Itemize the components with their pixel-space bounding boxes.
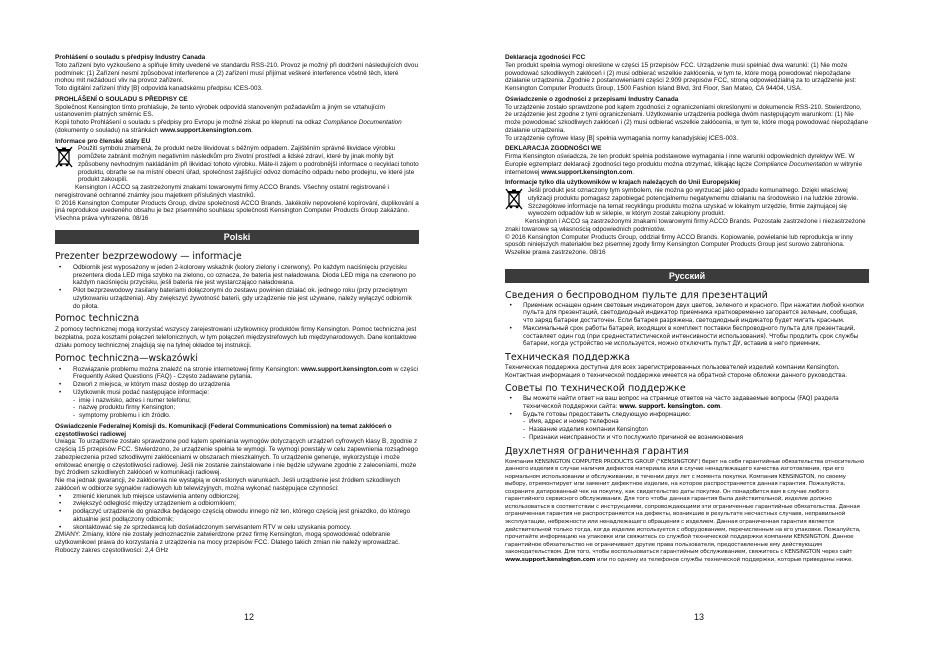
- left-page: [55, 54, 419, 555]
- compliance-link: Compliance Documentation: [753, 160, 833, 168]
- tech-body: Техническая поддержка доступна для всех зарегистрированных пользователей изделий компании Kensington. Контактная информация о технической поддержке имеется на обратной стороне обложки данного руководства.: [505, 364, 847, 379]
- list-item: • Максимальный срок работы батарей, входящих в комплект поставки беспроводного пульта для презентаций, составляет один год (при среднестатистической интенсивности использования). Чтобы продлить срок службы батареи, когда устройство не используется, можно отключить пульт ДУ, вставив в него приемник.: [505, 326, 869, 349]
- tips-list: [55, 366, 419, 397]
- ce-title: PROHLÁŠENÍ O SOULADU S PŘEDPISY CE: [55, 95, 188, 103]
- tech-body: Z pomocy technicznej mogą korzystać wszyscy zarejestrowani użytkownicy produktów firmy Kensington. Pomoc techniczna jest bezpłatna, poza kosztami połączeń telefonicznych, w tym połączeń międzystrefowych lub międzynarodowych. Dane kontaktowe działu pomocy technicznej znajdują się na tylnej okładce tej instrukcji.: [55, 326, 417, 349]
- compliance-link: Compliance Documentation: [323, 119, 402, 126]
- we-title: DEKLARACJA ZGODNOŚCI WE: [505, 145, 602, 153]
- intro-list: [55, 264, 419, 311]
- weee-bin-icon: [505, 188, 525, 218]
- warranty-body: Компания KENSINGTON COMPUTER PRODUCTS GROUP ("KENSINGTON") берет на себя гарантийные обязательства относительно данного изделия в случае наличия дефектов материала или в случае ненадлежащего качества изготовления, при его нормальном использовании и обслуживании, в течении двух лет с момента покупки. Компания KENSINGTON, по своему выбору, отремонтирует или заменит дефектное изделие, на которое распространяется данная гарантия. Пожалуйста, сохраните датированный чек на покупку, как свидетельство даты покупки. Он понадобится вам в случае любого гарантийного сервисного обслуживания. Для того чтобы данная гарантия была действительной, изделие должно использоваться в соответствии с инструкциями, сопровождающими эти ограниченные гарантийные обязательства. Данная ограниченная гарантия не распространяется на дефекты, возникшие в результате несчастных случаев, неправильной эксплуатации, небрежности или ненадлежащего обращения с изделием. Данная ограниченная гарантия является действительной только тогда, когда изделие используется с оборудованием, перечисленным на его упаковке. Пожалуйста, прочитайте информацию на упаковке или свяжитесь со службой технической поддержки компании KENSINGTON. Данное гарантийное обязательство не ограничивает другие права пользователя, предоставленные ему действующим законодательством. Для того, чтобы воспользоваться гарантийным обслуживанием, свяжитесь с KENSINGTON через сайт www.support.kensington.com или по одному из телефонов службы технической поддержки, которые приведены ниже.: [505, 458, 865, 563]
- fcc-changes: ZMIANY: Zmiany, które nie zostały jednoznacznie zatwierdzone przez firmę Kensington, mogą spowodować odebranie użytkownikowi prawa do korzystania z urządzenia na mocy przepisów FCC. Dlatego takich zmian nie należy wprowadzać.: [55, 531, 400, 546]
- heading-tips: Pomoc techniczna—wskazówki: [55, 352, 198, 364]
- page-number-left: 12: [244, 612, 255, 622]
- list-item: - Имя, адрес и номер телефона: [505, 419, 869, 427]
- list-item: - Признаки неисправности и что послужило причиной ее возникновения: [505, 435, 869, 443]
- frequency-range: Roboczy zakres częstotliwości: 2,4 GHz: [55, 546, 169, 554]
- list-item: • Rozwiązanie problemu można znaleźć na stronie internetowej firmy Kensington: www.support.kensington.com w części Frequently Asked Questions (FAQ) - Często zadawane pytania.: [55, 366, 419, 382]
- page-number-right: 13: [694, 612, 705, 622]
- intro-list: [505, 303, 869, 349]
- support-url: www.support.kensington.com: [505, 556, 596, 563]
- tips-list: [505, 396, 869, 419]
- copyright-text: © 2016 Kensington Computer Products Group, divize společnosti ACCO Brands. Jakékoliv nepovolené kopírování, duplikování a jiná reprodukce uvedeného obsahu je bez písemného souhlasu společnosti Kensington Computer Products Group zakázáno. Všechna práva vyhrazena. 08/16: [55, 199, 419, 222]
- fcc-title: Deklaracja zgodności FCC: [505, 54, 586, 61]
- heading-tech: Pomoc techniczna: [55, 313, 140, 325]
- ic-body-2: Toto digitální zařízení třídy [B] odpovídá kanadskému předpisu ICES-003.: [55, 85, 263, 92]
- eu-title: Informace pro členské státy EU: [55, 137, 151, 145]
- we-body: Firma Kensington oświadcza, że ten produkt spełnia podstawowe wymagania i inne warunki odpowiednich dyrektyw WE. W Europie egzemplarz deklaracji zgodności tego produktu można otrzymać, klikając łącze Compliance Documentation w witrynie internetowej www.support.kensington.com.: [505, 153, 863, 176]
- list-item: • Вы можете найти ответ на ваш вопрос на странице ответов на часто задаваемые вопросы (FAQ) раздела технической поддержки сайта: www. support. kensington. com.: [505, 396, 869, 411]
- tips-sublist: [505, 419, 869, 442]
- support-url: www. support. kensington. com: [619, 404, 721, 411]
- weee-block: [55, 145, 419, 184]
- list-item: • skontaktować się ze sprzedawcą lub doświadczonym serwisantem RTV w celu uzyskania pomocy.: [55, 524, 419, 532]
- weee-block: [505, 187, 869, 218]
- ic-body-2: To urządzenie cyfrowe klasy [B] spełnia wymagania normy kanadyjskiej ICES-003.: [505, 134, 739, 142]
- section-bar-russian: Русский: [505, 269, 869, 283]
- list-item: - nazwę produktu firmy Kensington;: [55, 404, 419, 412]
- heading-warranty: Двухлетняя ограниченная гарантия: [505, 445, 689, 457]
- right-page: [505, 54, 869, 564]
- fcc-body: Uwaga: To urządzenie zostało sprawdzone pod kątem spełniania wymogów dotyczących urządzeń cyfrowych klasy B, zgodnie z częścią 15 przepisów FCC. Stwierdzono, że urządzenie spełnia te wymogi. Te wymogi powstały w celu zapewnienia rozsądnego zabezpieczenia przed szkodliwymi zakłóceniami w obszarach mieszkalnych. To urządzenie generuje, wykorzystuje i może emitować energię o częstotliwości radiowej. Jeśli nie zostanie zainstalowane i nie będzie używane zgodnie z zaleceniami, może być źródłem szkodliwych zakłóceń w komunikacji radiowej.: [55, 438, 418, 477]
- heading-tech: Техническая поддержка: [505, 351, 631, 363]
- section-bar-polski: Polski: [55, 230, 419, 244]
- copyright-text: © 2016 Kensington Computer Products Group, oddział firmy ACCO Brands. Kopiowanie, powielanie lub reprodukcja w inny sposób niniejszych materiałów bez pisemnej zgody firmy Kensington Computer Products Group jest surowo zabroniona. Wszelkie prawa zastrzeżone. 08/16: [505, 233, 853, 256]
- weee-text: Jeśli produkt jest oznaczony tym symbolem, nie można go wyrzucać jako odpadu komunalnego. Dzięki właściwej utylizacji produktu pomagasz zapobiegać potencjalnemu negatywnemu działaniu na środowisko i na ludzkie zdrowie. Szczegółowe informacje na temat recyklingu produktu można uzyskać w lokalnym urzędzie, firmie zajmującej się wywozem odpadów lub w sklepie, w którym został zakupiony produkt.: [528, 187, 859, 218]
- trademark-text: Kensington i ACCO są zastrzeżonymi znakami towarowymi firmy ACCO Brands. Všechny ostatní registrované i neregistrované ochranné známky jsou majetkem příslušných vlastníků.: [55, 184, 389, 199]
- tips-sublist: [55, 397, 419, 420]
- list-item: • podłączyć urządzenie do gniazdka będącego częścią obwodu innego niż ten, którego częścią jest gniazdko, do którego aktualnie jest podłączony odbiornik;: [55, 508, 419, 524]
- fcc-body-2: Nie ma jednak gwarancji, że zakłócenia nie wystąpią w określonych warunkach. Jeśli urządzenie jest źródłem szkodliwych zakłóceń w odbiorze sygnałów radiowych lub telewizyjnych, można wykonać następujące czynności:: [55, 477, 401, 492]
- fcc-list: [55, 493, 419, 532]
- trademark-text: Kensington i ACCO są zastrzeżonymi znakami towarowymi firmy ACCO Brands. Pozostałe zastrzeżone i niezastrzeżone znaki towarowe są własnością odpowiednich podmiotów.: [505, 218, 866, 233]
- ic-body: To urządzenie zostało sprawdzone pod kątem zgodności z ograniczeniami określonymi w dokumencie RSS-210. Stwierdzono, że urządzenie jest zgodne z tymi ograniczeniami. Użytkowanie urządzenia podlega dwóm następującym warunkom: (1) Nie może powodować szkodliwych zakłóceń i (2) musi odbierać wszelkie zakłócenia, w tym te, które mogą powodować niepożądane działanie urządzenia.: [505, 103, 869, 134]
- list-item: • Dzwoń z miejsca, w którym masz dostęp do urządzenia: [55, 381, 419, 389]
- ce-body: Společnost Kensington tímto prohlašuje, že tento výrobek odpovídá stanoveným požadavkům a jiným se vztahujícím ustanovením platných směrnic ES.: [55, 103, 386, 119]
- heading-intro: Prezenter bezprzewodowy — informacje: [55, 250, 242, 262]
- weee-bin-icon: [55, 146, 75, 184]
- list-item: • Приемник оснащен одним световым индикатором двух цветов, зеленого и красного. При нажатии любой кнопки пульта для презентаций, светодиодный индикатор приемника кратковременно загорается зеленым, сообщая, что заряд батареи достаточен. Если батарея разряжена, светодиодный индикатор будет мигать красным.: [505, 303, 869, 326]
- list-item: - imię i nazwisko, adres i numer telefonu;: [55, 397, 419, 405]
- support-url: www.support.kensington.com: [301, 365, 393, 373]
- list-item: • zmienić kierunek lub miejsce ustawienia anteny odbiorczej;: [55, 493, 419, 501]
- list-item: • Будьте готовы предоставить следующую информацию:: [505, 412, 869, 420]
- ic-body: Toto zařízení bylo vyzkoušeno a splňuje limity uvedené ve standardu RSS-210. Provoz je možný při dodržení následujících dvou podmínek: (1) Zařízení nesmí způsobovat interference a (2) zařízení musí přijímat veškeré interference včetně těch, které mohou mít nežádoucí vliv na provoz zařízení.: [55, 61, 419, 85]
- ic-title: Oświadczenie o zgodności z przepisami Industry Canada: [505, 95, 679, 103]
- list-item: - symptomy problemu i ich źródło.: [55, 412, 419, 420]
- eu-title: Informacje tylko dla użytkowników w krajach należących do Unii Europejskiej: [505, 179, 741, 187]
- support-url: www.support.kensington.com: [160, 126, 252, 134]
- heading-tips: Советы по технической поддержке: [505, 383, 686, 395]
- fcc-title: Oświadczenie Federalnej Komisji ds. Komunikacji (Federal Communications Commission) na temat zakłóceń o częstotliwości radiowej: [55, 422, 392, 438]
- list-item: - Название изделия компании Kensington: [505, 427, 869, 435]
- fcc-body: Ten produkt spełnia wymogi określone w części 15 przepisów FCC. Urządzenie musi spełniać dwa warunki: (1) Nie może powodować szkodliwych zakłóceń i (2) musi odbierać wszelkie zakłócenia, w tym te, które mogą powodować niepożądane działanie urządzenia. Zgodnie z postanowieniami części 2.909 przepisów FCC, stroną odpowiedzialną za to urządzenie jest: Kensington Computer Products Group, 1500 Fashion Island Blvd, 3rd Floor, San Mateo, CA 94404, USA.: [505, 61, 857, 92]
- list-item: • Pilot bezprzewodowy zasilany bateriami dołączonymi do zestawu powinien działać ok. jednego roku (przy przeciętnym użytkowaniu urządzenia). Aby zwiększyć żywotność baterii, gdy urządzenie nie jest używane, należy wyłączyć odbiornik do pilota.: [55, 287, 419, 310]
- list-item: • Odbiornik jest wyposażony w jeden 2-kolorowy wskaźnik (kolory zielony i czerwony). Po każdym naciśnięciu przycisku prezentera dioda LED miga szybko na zielono, co oznacza, że bateria jest naładowana. Dioda LED miga na czerwono po każdym naciśnięciu przycisku, jeśli bateria nie jest wystarczająco naładowana.: [55, 264, 419, 287]
- support-url: www.support.kensington.com: [541, 168, 633, 176]
- list-item: • zwiększyć odległość między urządzeniem a odbiornikiem;: [55, 500, 419, 508]
- ic-title: Prohlášení o souladu s předpisy Industry Canada: [55, 54, 206, 61]
- ce-body-2: Kopii tohoto Prohlášení o souladu s předpisy pro Evropu je možné získat po klepnutí na odkaz Compliance Documentation (dokumenty o souladu) na stránkách www.support.kensington.com.: [55, 119, 402, 134]
- heading-intro: Сведения о беспроводном пульте для презентаций: [505, 289, 768, 301]
- weee-text: Použití symbolu znamená, že produkt nelze likvidovat s běžným odpadem. Zajištěním správné likvidace výrobku pomůžete zabránit možným negativním následkům pro životní prostředí a lidské zdraví, které by jinak mohly být způsobeny nevhodným nakládáním při likvidaci tohoto výrobku. Máte-li zájem o podrobnější informace o recyklaci tohoto produktu, obraťte se na místní obecní úřad, společnost zajišťující odvoz domácího odpadu nebo prodejnu, ve které jste produkt zakoupili.: [78, 145, 419, 184]
- list-item: • Użytkownik musi podać następujące informacje:: [55, 389, 419, 397]
